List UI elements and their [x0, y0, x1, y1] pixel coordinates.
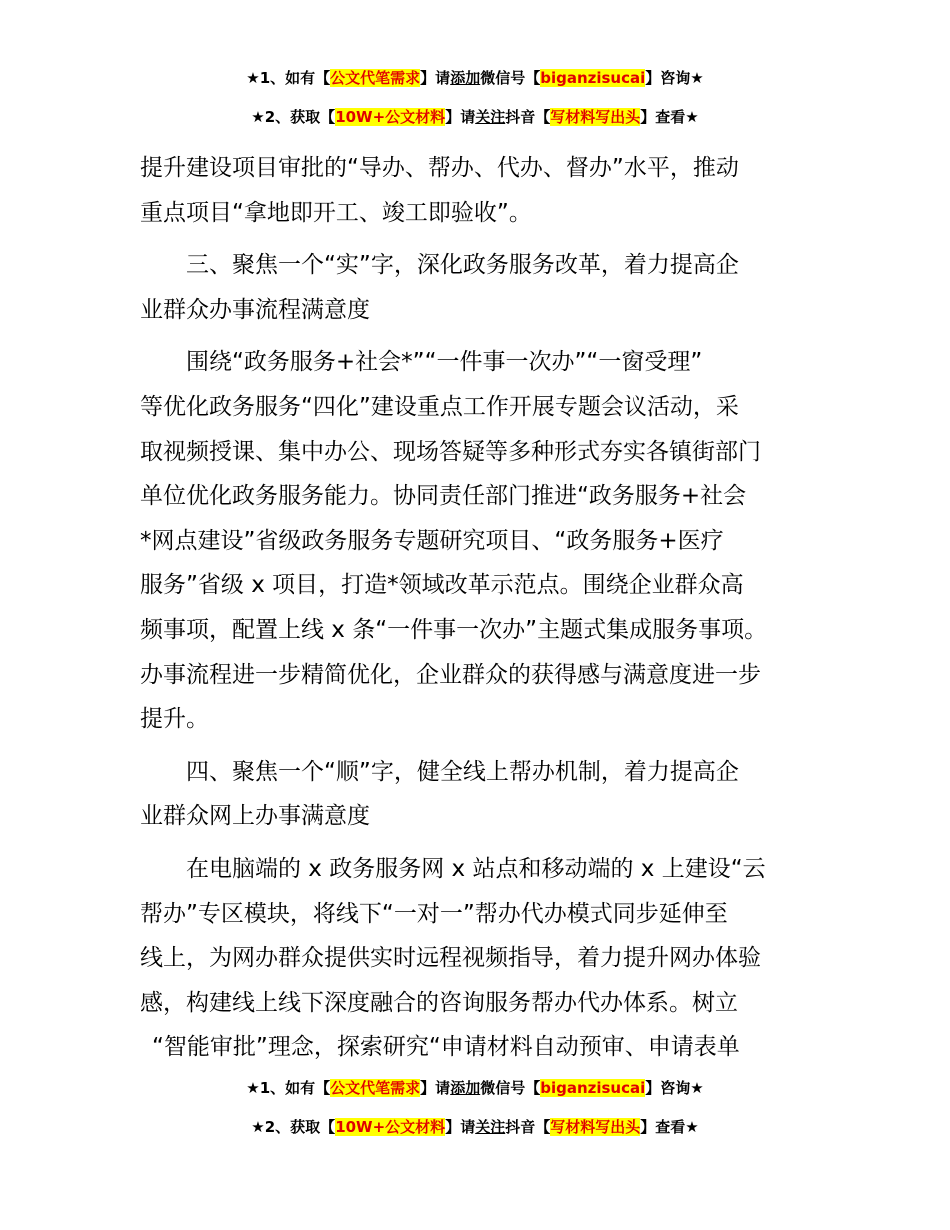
document-body [140, 146, 820, 1070]
section-heading-text: 四、聚焦一个“顺”字，健全线上帮办机制，着力提高企 [186, 758, 739, 785]
body-line: 办事流程进一步精简优化，企业群众的获得感与满意度进一步 [140, 661, 761, 688]
body-line: 提升。 [140, 706, 209, 733]
header-promo-line-1 [0, 67, 950, 89]
header-promo-line-2 [0, 106, 950, 128]
promo-douyin-id: 写材料写出头 [550, 108, 641, 126]
body-line: 单位优化政务服务能力。协同责任部门推进“政务服务+社会 [140, 483, 747, 510]
body-line: 服务”省级 x 项目，打造*领域改革示范点。围绕企业群众高 [140, 572, 744, 599]
paragraph-text: 在电脑端的 x 政务服务网 x 站点和移动端的 x 上建设“云 [186, 855, 766, 882]
promo-emphasis: 关注 [475, 108, 506, 126]
body-line: 取视频授课、集中办公、现场答疑等多种形式夯实各镇街部门 [140, 438, 761, 465]
promo-highlight: 10W+公文材料 [335, 108, 446, 126]
promo-emphasis: 添加 [450, 1079, 481, 1097]
promo-emphasis: 添加 [450, 69, 481, 87]
promo-prefix: ★2、获取【 [251, 108, 336, 126]
section-heading-text: 三、聚焦一个“实”字，深化政务服务改革，着力提高企 [186, 252, 739, 279]
promo-suffix: 】查看★ [640, 1118, 699, 1136]
section-heading-cont: 业群众网上办事满意度 [140, 803, 370, 830]
paragraph-text: 围绕“政务服务+社会*”“一件事一次办”“一窗受理” [186, 349, 703, 376]
body-line: *网点建设”省级政务服务专题研究项目、“政务服务+医疗 [140, 527, 724, 554]
promo-text: 微信号【 [480, 69, 541, 87]
footer-promo-line-2 [0, 1116, 950, 1138]
paragraph-start [140, 847, 820, 892]
promo-text: 抖音【 [505, 1118, 551, 1136]
promo-text: 抖音【 [505, 108, 551, 126]
promo-wechat-id: biganzisucai [540, 1079, 646, 1097]
body-line: 等优化政务服务“四化”建设重点工作开展专题会议活动，采 [140, 393, 739, 420]
promo-prefix: ★1、如有【 [246, 1079, 331, 1097]
body-line: 提升建设项目审批的“导办、帮办、代办、督办”水平，推动 [140, 155, 739, 181]
promo-text: 微信号【 [480, 1079, 541, 1097]
promo-wechat-id: biganzisucai [540, 69, 646, 87]
body-line: “智能审批”理念，探索研究“申请材料自动预审、申请表单 [152, 1034, 740, 1061]
promo-prefix: ★1、如有【 [246, 69, 331, 87]
section-heading [140, 750, 820, 795]
promo-text: 】请 [445, 1118, 476, 1136]
section-heading [140, 243, 820, 288]
promo-suffix: 】咨询★ [645, 1079, 704, 1097]
body-line: 线上，为网办群众提供实时远程视频指导，着力提升网办体验 [140, 945, 761, 972]
promo-text: 】请 [445, 108, 476, 126]
promo-text: 】请 [420, 69, 451, 87]
promo-suffix: 】咨询★ [645, 69, 704, 87]
promo-prefix: ★2、获取【 [251, 1118, 336, 1136]
promo-highlight: 公文代笔需求 [330, 1079, 421, 1097]
promo-suffix: 】查看★ [640, 108, 699, 126]
section-heading-cont: 业群众办事流程满意度 [140, 296, 370, 323]
body-line: 帮办”专区模块，将线下“一对一”帮办代办模式同步延伸至 [140, 900, 728, 927]
body-line: 频事项，配置上线 x 条“一件事一次办”主题式集成服务事项。 [140, 616, 768, 643]
promo-text: 】请 [420, 1079, 451, 1097]
body-line: 重点项目“拿地即开工、竣工即验收”。 [140, 199, 532, 226]
footer-promo-line-1 [0, 1077, 950, 1099]
promo-douyin-id: 写材料写出头 [550, 1118, 641, 1136]
promo-emphasis: 关注 [475, 1118, 506, 1136]
paragraph-start [140, 340, 820, 385]
body-line: 感，构建线上线下深度融合的咨询服务帮办代办体系。树立 [140, 989, 738, 1016]
promo-highlight: 公文代笔需求 [330, 69, 421, 87]
promo-highlight: 10W+公文材料 [335, 1118, 446, 1136]
